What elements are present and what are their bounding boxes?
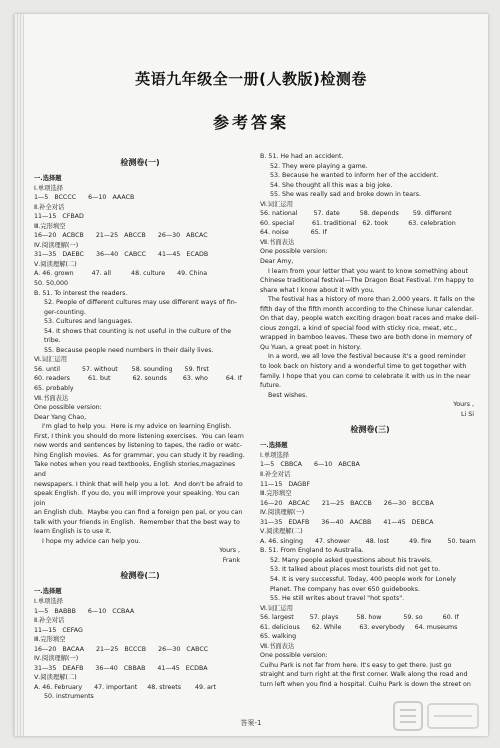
answer-line: Ⅳ.阅读理解(一)	[34, 655, 79, 663]
answer-line: Ⅱ.补全对话	[34, 617, 65, 625]
answer-line: A. 46. singing 47. shower 48. lost 49. fire 50. team	[260, 537, 476, 545]
answer-line: Frank	[222, 556, 240, 564]
answer-line: Ⅰ.单项选择	[260, 451, 290, 459]
answer-line: 一.选择题	[260, 442, 288, 450]
answer-line: 60. special 61. traditional 62. took 63. celebration	[260, 219, 456, 227]
watermark-logo-icon	[392, 698, 482, 734]
answer-line: 55. Because people need numbers in their daily lives.	[44, 346, 214, 354]
answer-line: 31—35 EDAFB 36—40 AACBB 41—45 DEBCA	[260, 518, 434, 526]
answer-line: Ⅶ.书面表达	[260, 238, 295, 246]
answer-line: One possible version:	[260, 248, 328, 256]
answer-line: turn left when you find a hospital. Cuihu Park is down the street on	[260, 680, 471, 688]
answer-line: Ⅵ.词汇运用	[34, 356, 67, 364]
answer-line: 65. probably	[34, 385, 74, 393]
answer-line: Dear Amy,	[260, 258, 294, 266]
answer-line: Ⅵ.词汇运用	[260, 200, 293, 208]
section-heading: 检测卷(三)	[350, 425, 390, 435]
section-heading: 检测卷(二)	[120, 571, 160, 581]
answer-line: 1—5 CBBCA 6—10 ABCBA	[260, 461, 360, 469]
answer-line: I hope my advice can help you.	[34, 537, 141, 545]
answer-line: 1—5 BABBB 6—10 CCBAA	[34, 607, 135, 615]
answer-line: 55. He still writes about travel "hot spots".	[270, 595, 405, 603]
answer-line: 52. They were playing a game.	[270, 162, 368, 170]
answer-line: 61. delicious 62. While 63. everybody 64. museums	[260, 623, 458, 631]
answer-line: Ⅱ.补全对话	[34, 203, 65, 211]
right-column	[260, 152, 480, 690]
answer-line: future.	[260, 382, 281, 390]
answer-line: 31—35 DEAFB 36—40 CBBAB 41—45 ECDBA	[34, 664, 208, 672]
answer-line: 56. largest 57. plays 58. how 59. so 60. If	[260, 614, 459, 622]
answer-line: Ⅵ.词汇运用	[260, 604, 293, 612]
answer-line: 16—20 ABCAC 21—25 BACCB 26—30 BCCBA	[260, 499, 434, 507]
answer-line: 60. readers 61. but 62. sounds 63. who 64. If	[34, 375, 242, 383]
answer-line: fifth day of the fifth month according to the Chinese lunar calendar.	[260, 305, 474, 313]
answer-line: In a word, we all love the festival because it's a good reminder	[260, 353, 466, 361]
answer-line: 50. instruments	[44, 693, 94, 701]
answer-line: speak English. If you do, you will improve your speaking. You can join	[34, 490, 242, 507]
answer-line: Qu Yuan, a great poet in history.	[260, 343, 362, 351]
answer-line: 54. She thought all this was a big joke.	[270, 181, 393, 189]
answer-line: 50. 50,000	[34, 280, 69, 288]
answer-line: Chinese traditional festival—The Dragon Boat Festival. I'm happy to	[260, 277, 474, 285]
answer-line: 55. She was really sad and broke down in tears.	[270, 191, 421, 199]
answer-line: 53. It talked about places most tourists did not get to.	[270, 566, 441, 574]
left-column	[34, 152, 246, 702]
answer-line: 16—20 BACAA 21—25 BCCCB 26—30 CABCC	[34, 645, 209, 653]
answer-line: cious zongzi, a kind of special food with sticky rice, meat, etc.,	[260, 324, 458, 332]
answer-line: to look back on history and a wonderful time to get together with	[260, 363, 467, 371]
answer-line: Ⅴ.阅读理解(二)	[34, 260, 77, 268]
answer-line: 56. national 57. date 58. depends 59. different	[260, 210, 452, 218]
answer-line: I'm glad to help you. Here is my advice on learning English.	[34, 423, 232, 431]
answer-line: 64. noise 65. If	[260, 229, 327, 237]
answer-line: talk with your friends in English. Remember that the best way to	[34, 518, 240, 526]
answer-line: Ⅳ.阅读理解(一)	[34, 241, 79, 249]
answer-line: Take notes when you read textbooks, English stories,magazines and	[34, 461, 238, 478]
answer-line: Planet. The company has over 650 guidebooks.	[270, 585, 420, 593]
answer-line: 一.选择题	[34, 588, 62, 596]
answer-line: 65. walking	[260, 633, 297, 641]
answer-line: 52. People of different cultures may use different ways of fin-	[44, 299, 237, 307]
answer-line: newspapers. I think that will help you a lot. And don't be afraid to	[34, 480, 243, 488]
answer-line: 52. Many people asked questions about his travels.	[270, 556, 433, 564]
answer-page	[14, 14, 488, 736]
answer-line: tribe.	[44, 337, 61, 345]
answer-line: hing English movies. As for grammar, you can study it by reading.	[34, 451, 245, 459]
answer-line: 53. Cultures and languages.	[44, 318, 133, 326]
answer-line: First, I think you should do more listening exercises. You can learn	[34, 432, 244, 440]
page-title: 英语九年级全一册(人教版)检测卷	[135, 70, 367, 88]
answer-line: Li Si	[460, 410, 474, 418]
answer-line: wrapped in bamboo leaves. These two are both done in memory of	[260, 334, 472, 342]
answer-line: 一.选择题	[34, 175, 62, 182]
answer-line: One possible version:	[260, 652, 328, 660]
answer-line: I learn from your letter that you want to know something about	[260, 267, 468, 275]
answer-line: Yours ,	[453, 401, 474, 409]
answer-line: learn English is to use it.	[34, 528, 112, 536]
answer-line: Ⅴ.阅读理解(二)	[260, 528, 303, 536]
answer-line: Ⅳ.阅读理解(一)	[260, 509, 305, 517]
answer-line: Cuihu Park is not far from here. It's easy to get there. Just go	[260, 661, 452, 669]
answer-line: Ⅲ.完形填空	[34, 222, 66, 230]
answer-line: 56. until 57. without 58. sounding 59. first	[34, 365, 209, 373]
answer-line: straight and turn right at the first corner. Walk along the road and	[260, 671, 468, 679]
answer-line: Ⅰ.单项选择	[34, 184, 64, 192]
answer-line: 11—15 DAGBF	[260, 480, 311, 488]
answer-line: Best wishes.	[260, 391, 308, 399]
answer-line: Ⅱ.补全对话	[260, 470, 291, 478]
answer-line: 11—15 CFBAD	[34, 213, 84, 221]
answer-line: Ⅶ.书面表达	[260, 642, 295, 650]
answer-line: Ⅲ.完形填空	[34, 636, 66, 644]
answer-line: B. 51. He had an accident.	[260, 153, 344, 160]
answer-line: On that day, people watch exciting dragon boat races and make deli-	[260, 315, 479, 323]
section-heading: 检测卷(一)	[120, 158, 160, 167]
answer-line: Ⅴ.阅读理解(二)	[34, 674, 77, 682]
answer-line: The festival has a history of more than 2,000 years. It falls on the	[260, 296, 475, 304]
page-number: 答案-1	[240, 719, 262, 727]
answer-line: new words and sentences by listening to tapes, the radio or watc-	[34, 442, 243, 450]
page-subtitle: 参考答案	[212, 113, 289, 132]
answer-line: 54. It shows that counting is not useful in the culture of the	[44, 327, 232, 335]
answer-line: ger-counting.	[44, 308, 86, 316]
answer-line: A. 46. grown 47. all 48. culture 49. China	[34, 270, 208, 278]
answer-line: Ⅶ.书面表达	[34, 394, 69, 402]
answer-line: B. 51. To interest the readers.	[34, 289, 128, 297]
answer-line: 53. Because he wanted to inform her of the accident.	[270, 172, 439, 180]
answer-line: Yours ,	[219, 547, 240, 555]
answer-line: share what I know about it with you.	[260, 286, 375, 294]
answer-line: 54. It is very successful. Today, 400 people work for Lonely	[270, 575, 456, 583]
answer-line: 11—15 CEFAG	[34, 626, 83, 634]
answer-line: family. I hope that you can come to celebrate it with us in the near	[260, 372, 471, 380]
answer-line: Dear Yang Chao,	[34, 413, 87, 421]
answer-line: A. 46. February 47. important 48. streets 49. art	[34, 683, 216, 691]
answer-line: 16—20 ACBCB 21—25 ABCCB 26—30 ABCAC	[34, 232, 208, 240]
answer-line: 1—5 BCCCC 6—10 AAACB	[34, 194, 135, 202]
answer-line: Ⅲ.完形填空	[260, 490, 292, 498]
answer-line: B. 51. From England to Australia.	[260, 547, 364, 555]
answer-line: One possible version:	[34, 404, 102, 412]
answer-line: 31—35 DAEBC 36—40 CABCC 41—45 ECADB	[34, 251, 209, 259]
answer-line: an English club. Maybe you can find a foreign pen pal, or you can	[34, 509, 243, 517]
answer-line: Ⅰ.单项选择	[34, 597, 64, 605]
